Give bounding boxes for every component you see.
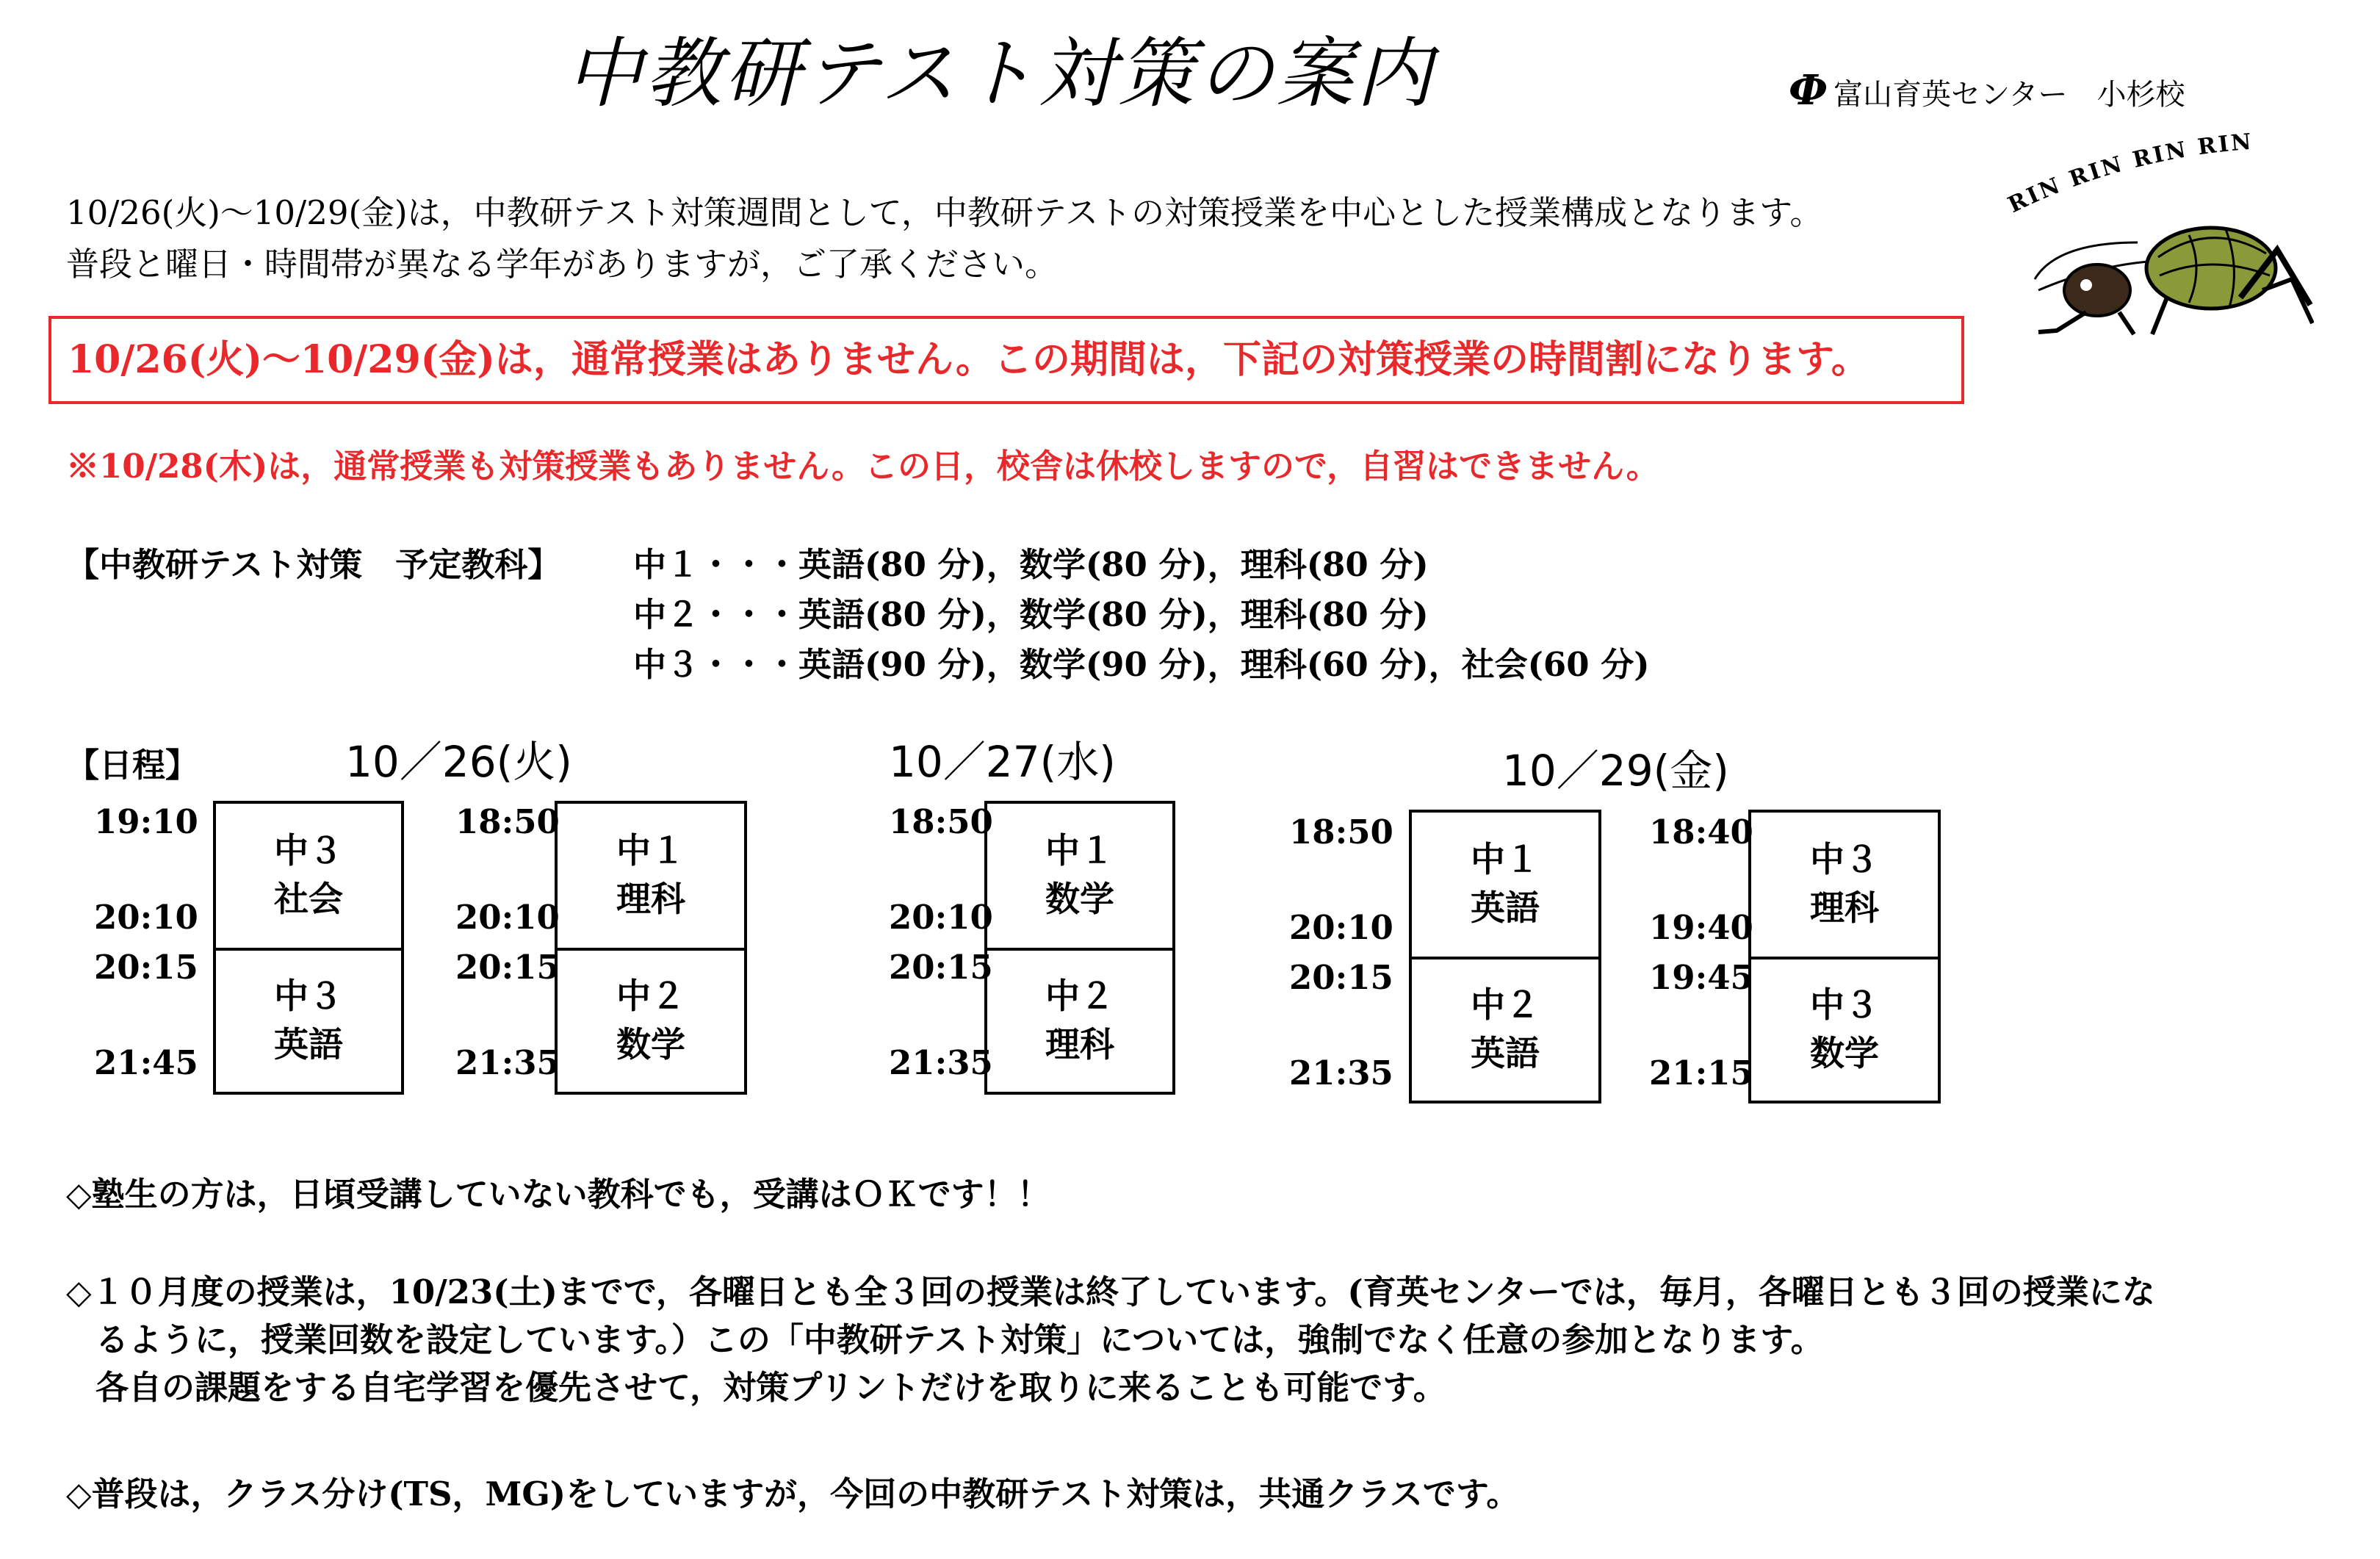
time-label: 20:10 (455, 898, 560, 937)
class-cell (555, 948, 747, 1095)
school-name: 富山育英センター 小杉校 (1833, 78, 2185, 112)
note-common-class: ◇普段は，クラス分け(TS，MG)をしていますが，今回の中教研テスト対策は，共通クラスです。 (66, 1475, 1520, 1513)
time-label: 21:35 (455, 1043, 560, 1082)
class-grade: 中３ (274, 831, 343, 871)
class-subject: 英語 (1471, 888, 1540, 929)
notice-text: 10/26(火)～10/29(金)は，通常授業はありません。この期間は，下記の対策授業の時間割になります。 (68, 337, 1869, 382)
intro-line: 10/26(火)～10/29(金)は，中教研テスト対策週間として，中教研テストの対策授業を中心とした授業構成となります。 (66, 193, 1823, 232)
class-cell (1748, 810, 1941, 959)
class-grade: 中２ (1471, 985, 1540, 1026)
time-label: 21:45 (94, 1043, 198, 1082)
class-cell (213, 801, 404, 951)
class-subject: 理科 (1045, 1025, 1114, 1065)
time-label: 18:50 (1289, 813, 1393, 851)
class-grade: 中１ (1471, 840, 1540, 880)
class-grade: 中１ (616, 831, 685, 871)
school-logo-icon: Ф (1789, 66, 1828, 115)
note-october-classes-cont: るように，授業回数を設定しています。）この「中教研テスト対策」については，強制でなく任意の参加となります。 (95, 1320, 1824, 1359)
time-label: 18:50 (455, 802, 560, 841)
class-grade: 中３ (274, 976, 343, 1017)
organization-header (1789, 66, 2185, 115)
time-label: 21:35 (889, 1043, 993, 1082)
note-open-to-all: ◇塾生の方は，日頃受講していない教科でも，受講はＯＫです！！ (66, 1175, 1050, 1214)
cricket-illustration-icon (1969, 132, 2314, 338)
time-label: 19:40 (1649, 908, 1753, 947)
class-grade: 中３ (1810, 985, 1879, 1026)
note-october-classes: ◇１０月度の授業は，10/23(土)までで，各曜日とも全３回の授業は終了しています。(育英センターでは，毎月，各曜日とも３回の授業にな (66, 1272, 2155, 1311)
class-cell (1409, 957, 1601, 1103)
subjects-line-grade2: 中２・・・英語(80 分)，数学(80 分)，理科(80 分) (633, 595, 1429, 634)
time-label: 18:50 (889, 802, 993, 841)
subjects-line-grade3: 中３・・・英語(90 分)，数学(90 分)，理科(60 分)，社会(60 分) (633, 645, 1650, 684)
time-label: 20:15 (455, 948, 560, 987)
intro-line: 普段と曜日・時間帯が異なる学年がありますが，ご了承ください。 (66, 245, 1059, 284)
cricket-caption: RIN RIN RIN RIN (2004, 132, 2254, 219)
class-subject: 英語 (1471, 1034, 1540, 1074)
class-subject: 英語 (274, 1025, 343, 1065)
class-cell (555, 801, 747, 951)
schedule-date: 10／26(火) (345, 737, 572, 787)
class-cell (984, 801, 1175, 951)
class-subject: 数学 (616, 1025, 685, 1065)
time-label: 20:15 (1289, 958, 1393, 997)
time-label: 19:10 (94, 802, 198, 841)
class-subject: 理科 (1810, 888, 1879, 929)
intro-text (66, 187, 1823, 290)
class-cell (984, 948, 1175, 1095)
subjects-heading: 【中教研テスト対策 予定教科】 (66, 545, 561, 584)
class-subject: 理科 (616, 879, 685, 920)
class-subject: 社会 (274, 879, 343, 920)
time-label: 21:15 (1649, 1054, 1753, 1092)
note-october-classes-cont: 各自の課題をする自宅学習を優先させて，対策プリントだけを取りに来ることも可能です。 (95, 1368, 1446, 1407)
class-grade: 中３ (1810, 840, 1879, 880)
time-label: 19:45 (1649, 958, 1753, 997)
class-cell (1409, 810, 1601, 959)
class-grade: 中１ (1045, 831, 1114, 871)
class-cell (213, 948, 404, 1095)
class-subject: 数学 (1045, 879, 1114, 920)
time-label: 18:40 (1649, 813, 1753, 851)
closure-warning: ※10/28(木)は，通常授業も対策授業もありません。この日，校舎は休校しますので，自習はできません。 (66, 447, 1659, 486)
time-label: 20:15 (889, 948, 993, 987)
class-subject: 数学 (1810, 1034, 1879, 1074)
class-grade: 中２ (1045, 976, 1114, 1017)
class-grade: 中２ (616, 976, 685, 1017)
subjects-line-grade1: 中１・・・英語(80 分)，数学(80 分)，理科(80 分) (633, 545, 1429, 584)
page-title: 中教研テスト対策の案内 (566, 29, 1435, 118)
time-label: 21:35 (1289, 1054, 1393, 1092)
schedule-date: 10／29(金) (1502, 746, 1729, 796)
time-label: 20:10 (889, 898, 993, 937)
time-label: 20:10 (1289, 908, 1393, 947)
time-label: 20:10 (94, 898, 198, 937)
schedule-date: 10／27(水) (889, 737, 1116, 787)
time-label: 20:15 (94, 948, 198, 987)
class-cell (1748, 957, 1941, 1103)
schedule-label: 【日程】 (66, 746, 199, 785)
